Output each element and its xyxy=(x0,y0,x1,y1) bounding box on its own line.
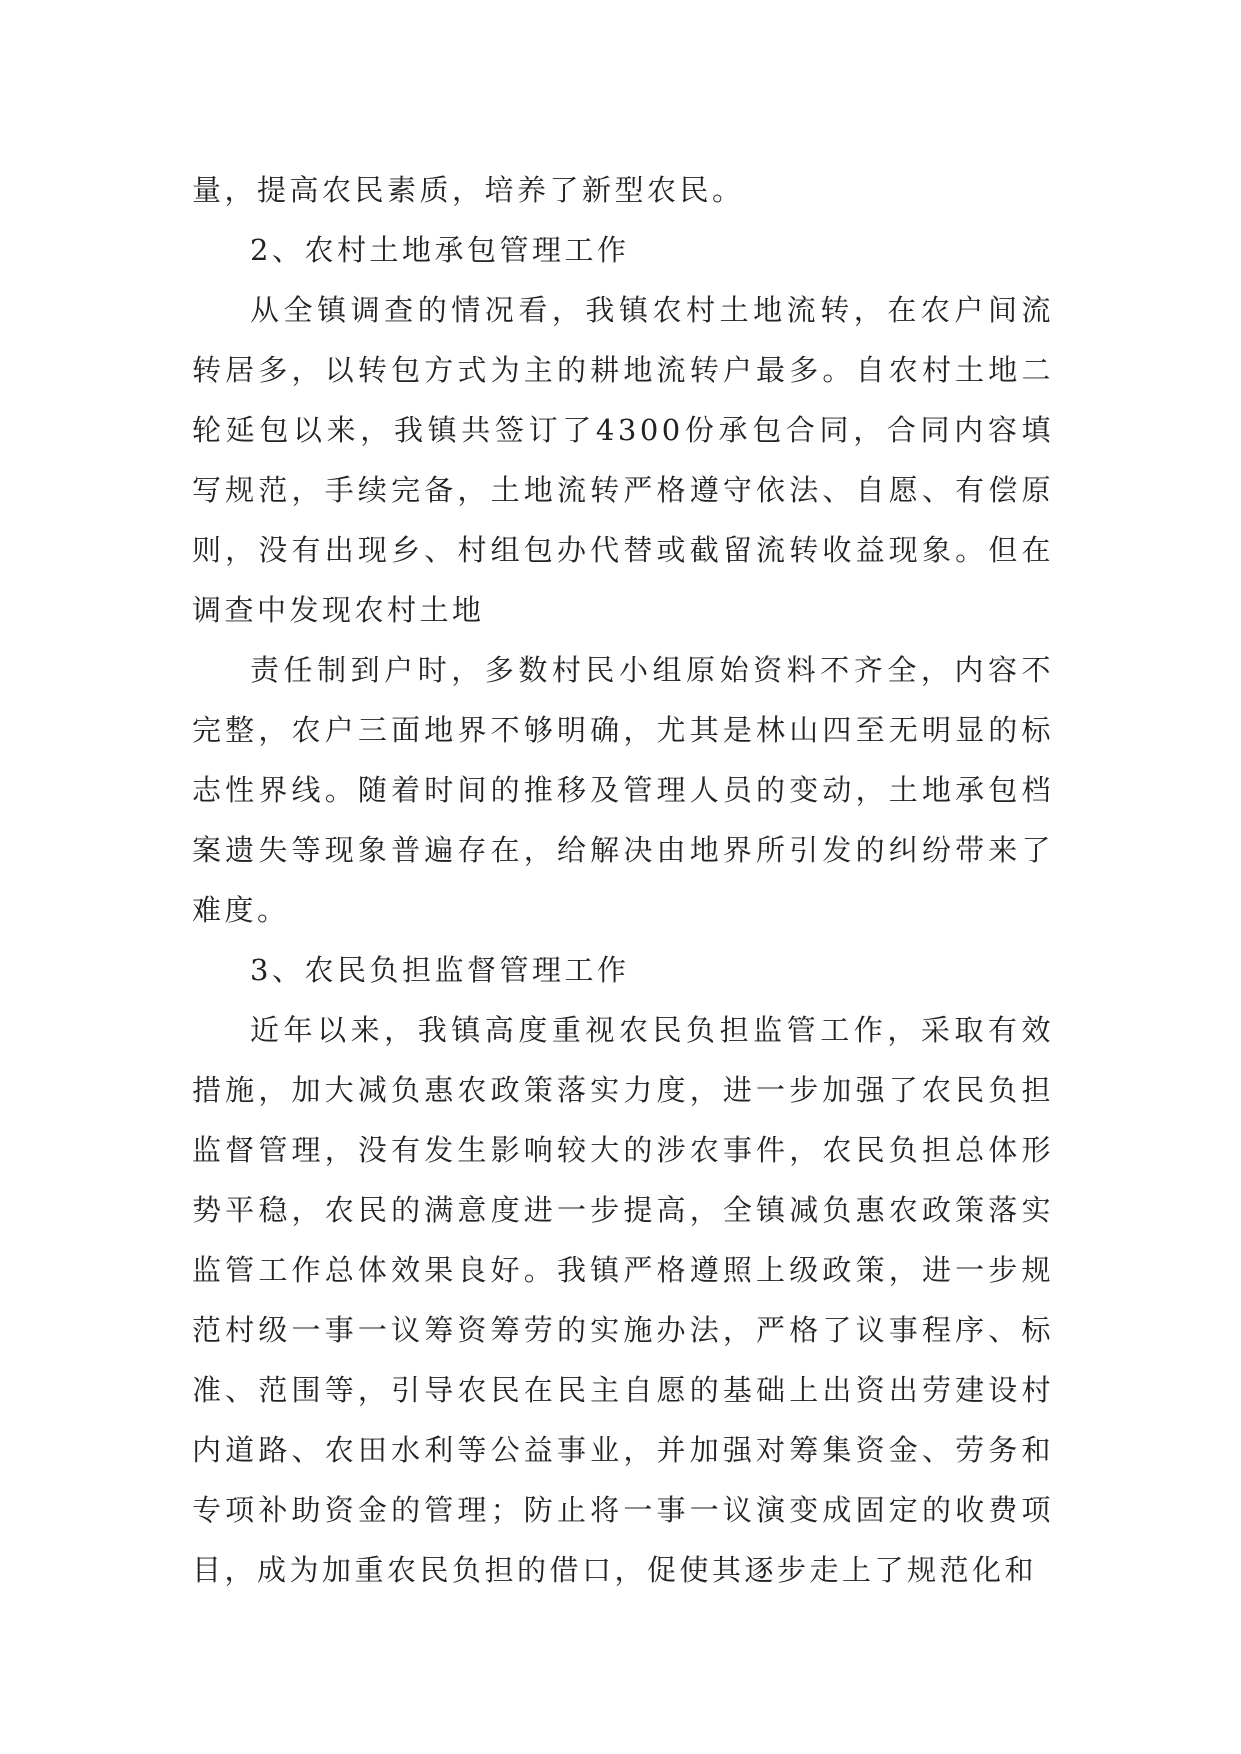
document-body xyxy=(192,160,1054,1600)
paragraph-land-survey: 从全镇调查的情况看，我镇农村土地流转，在农户间流转居多，以转包方式为主的耕地流转户最多。自农村土地二轮延包以来，我镇共签订了4300份承包合同，合同内容填写规范，手续完备，土地流转严格遵守依法、自愿、有偿原则，没有出现乡、村组包办代替或截留流转收益现象。但在调查中发现农村土地 xyxy=(192,293,1054,627)
paragraph-farmer-burden: 近年以来，我镇高度重视农民负担监管工作，采取有效措施，加大减负惠农政策落实力度，进一步加强了农民负担监督管理，没有发生影响较大的涉农事件，农民负担总体形势平稳，农民的满意度进一步提高，全镇减负惠农政策落实监管工作总体效果良好。我镇严格遵照上级政策，进一步规范村级一事一议筹资筹劳的实施办法，严格了议事程序、标准、范围等，引导农民在民主自愿的基础上出资出劳建设村内道路、农田水利等公益事业，并加强对筹集资金、劳务和专项补助资金的管理；防止将一事一议演变成固定的收费项目，成为加重农民负担的借口，促使其逐步走上了规范化和 xyxy=(192,1013,1054,1587)
paragraph-continuation: 量，提高农民素质，培养了新型农民。 xyxy=(192,173,745,207)
section-heading-farmer-burden: 3、农民负担监督管理工作 xyxy=(250,953,630,987)
paragraph-land-records: 责任制到户时，多数村民小组原始资料不齐全，内容不完整，农户三面地界不够明确，尤其是林山四至无明显的标志性界线。随着时间的推移及管理人员的变动，土地承包档案遗失等现象普遍存在，给解决由地界所引发的纠纷带来了难度。 xyxy=(192,653,1054,927)
section-heading-land-contract: 2、农村土地承包管理工作 xyxy=(250,233,630,267)
